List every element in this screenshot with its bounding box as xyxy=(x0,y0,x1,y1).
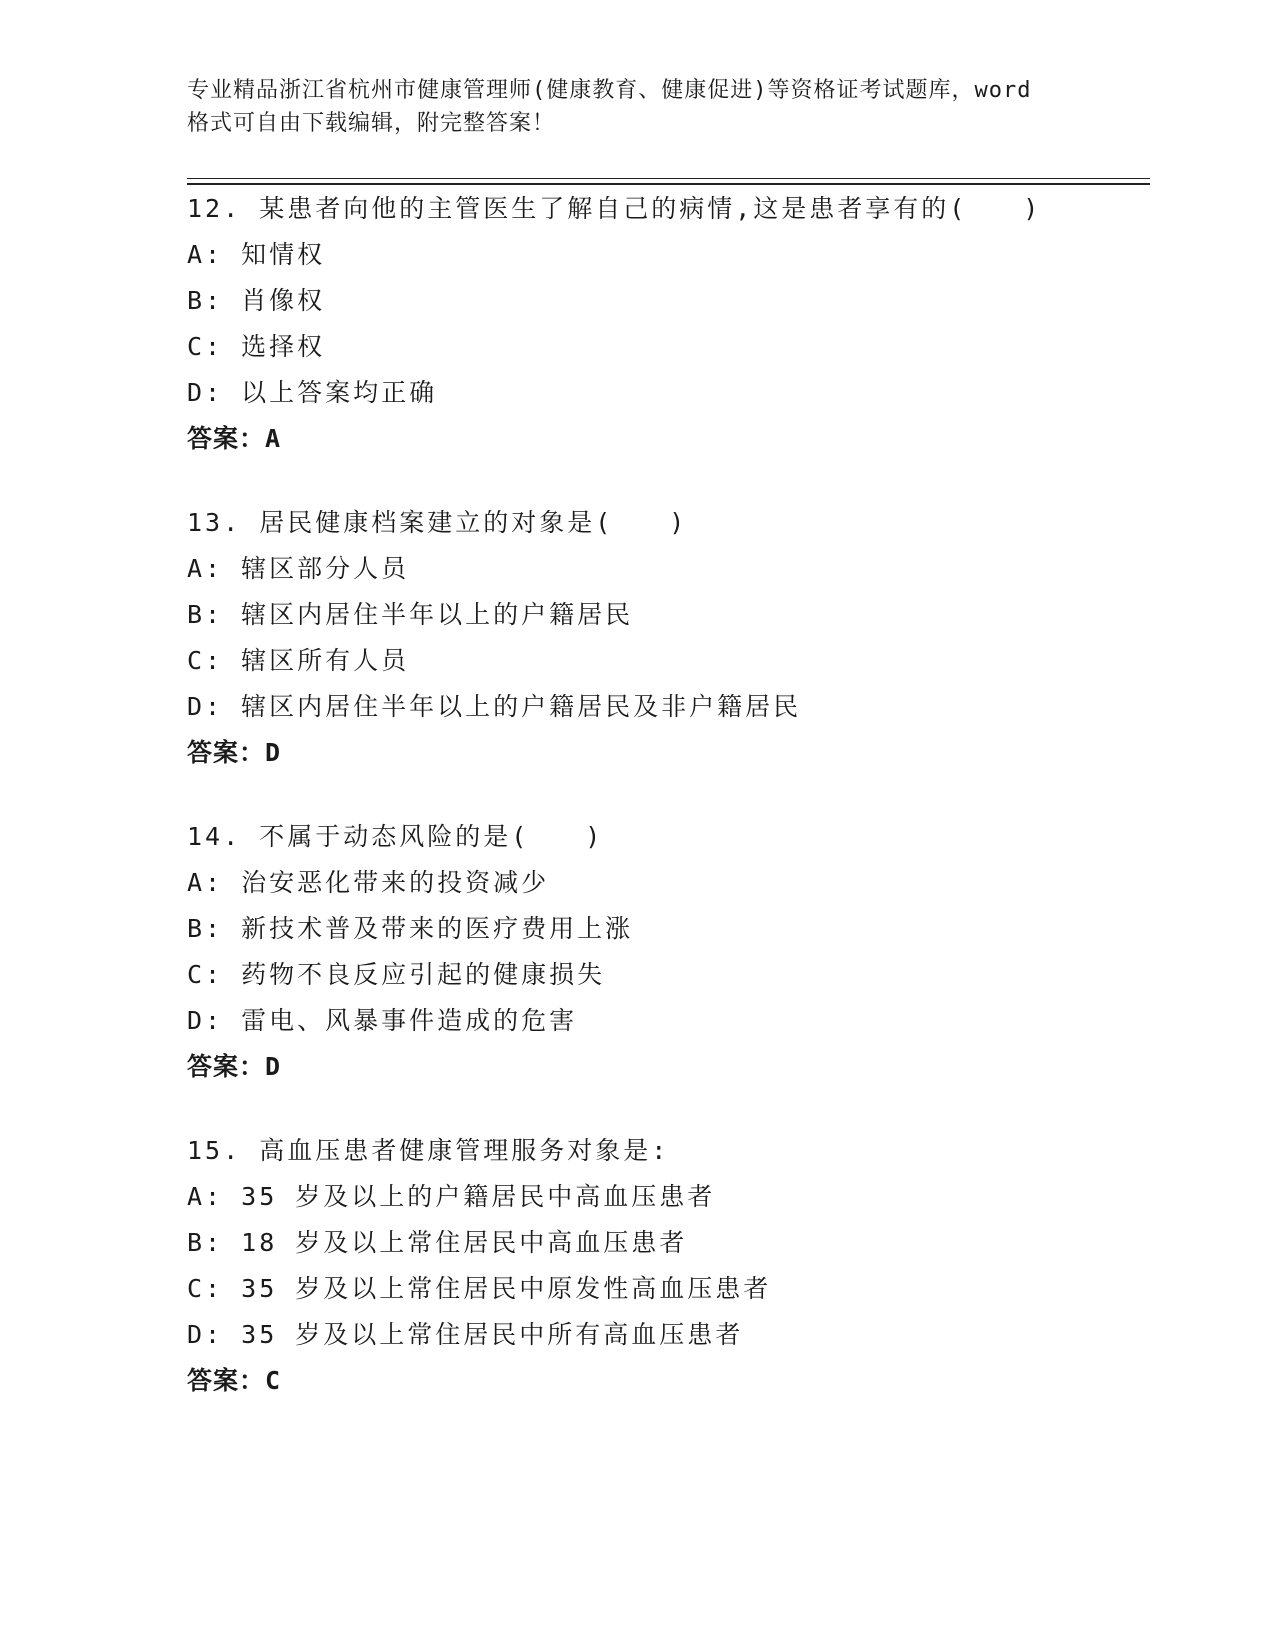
answer-label: 答案： xyxy=(187,1052,266,1081)
option-a: A: 知情权 xyxy=(187,240,326,269)
header-divider-thick xyxy=(187,183,1150,185)
header-line-1: 专业精品浙江省杭州市健康管理师(健康教育、健康促进)等资格证考试题库，word xyxy=(187,78,1032,103)
option-d: D: 以上答案均正确 xyxy=(187,378,438,407)
option-c: C: 药物不良反应引起的健康损失 xyxy=(187,960,606,989)
option-b: B: 18 岁及以上常住居民中高血压患者 xyxy=(187,1228,688,1257)
question-12 xyxy=(187,186,1147,462)
answer-value: D xyxy=(265,738,282,767)
option-a: A: 辖区部分人员 xyxy=(187,554,410,583)
question-stem: 14. 不属于动态风险的是( ) xyxy=(187,822,604,851)
answer-line xyxy=(187,416,1147,462)
option-d: D: 辖区内居住半年以上的户籍居民及非户籍居民 xyxy=(187,692,802,721)
option-a: A: 治安恶化带来的投资减少 xyxy=(187,868,550,897)
option-b: B: 肖像权 xyxy=(187,286,326,315)
question-15 xyxy=(187,1128,1147,1404)
header-line-2: 格式可自由下载编辑，附完整答案！ xyxy=(187,111,556,136)
answer-label: 答案： xyxy=(187,424,266,453)
answer-value: A xyxy=(265,424,282,453)
answer-line xyxy=(187,1358,1147,1404)
answer-line xyxy=(187,730,1147,776)
question-13 xyxy=(187,500,1147,776)
question-14 xyxy=(187,814,1147,1090)
option-d: D: 雷电、风暴事件造成的危害 xyxy=(187,1006,578,1035)
answer-label: 答案： xyxy=(187,738,266,767)
option-a: A: 35 岁及以上的户籍居民中高血压患者 xyxy=(187,1182,716,1211)
option-b: B: 辖区内居住半年以上的户籍居民 xyxy=(187,600,634,629)
answer-line xyxy=(187,1044,1147,1090)
answer-value: C xyxy=(265,1366,282,1395)
document-header xyxy=(187,74,1087,140)
option-c: C: 选择权 xyxy=(187,332,326,361)
option-c: C: 35 岁及以上常住居民中原发性高血压患者 xyxy=(187,1274,772,1303)
answer-value: D xyxy=(265,1052,282,1081)
option-b: B: 新技术普及带来的医疗费用上涨 xyxy=(187,914,634,943)
question-stem: 12. 某患者向他的主管医生了解自己的病情,这是患者享有的( ) xyxy=(187,194,1042,223)
option-d: D: 35 岁及以上常住居民中所有高血压患者 xyxy=(187,1320,744,1349)
answer-label: 答案： xyxy=(187,1366,266,1395)
option-c: C: 辖区所有人员 xyxy=(187,646,410,675)
header-divider-thin xyxy=(187,178,1150,179)
question-stem: 13. 居民健康档案建立的对象是( ) xyxy=(187,508,688,537)
question-stem: 15. 高血压患者健康管理服务对象是: xyxy=(187,1136,670,1165)
